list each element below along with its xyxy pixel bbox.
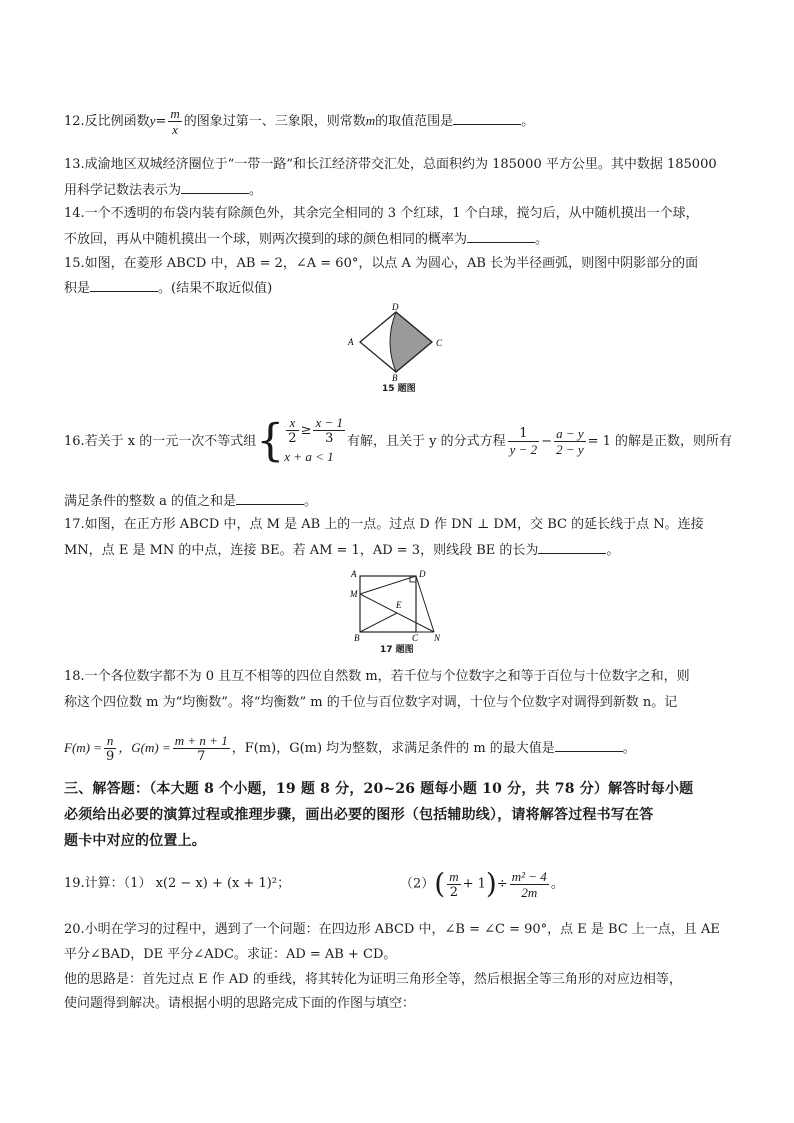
- q17-text: MN，点 E 是 MN 的中点，连接 BE。若 AM = 1，AD = 3，则线段 BE 的长为: [64, 543, 539, 558]
- q17-label-d: D: [419, 569, 426, 579]
- q18-g-frac: [173, 733, 230, 764]
- q18-end: 。: [622, 741, 636, 756]
- q12-y: y: [149, 113, 156, 128]
- q16-geq: ≥: [300, 423, 312, 438]
- q19-frac2-den: 2m: [521, 884, 538, 900]
- question-18-line3: [64, 730, 636, 767]
- q12-prefix: 12.反比例函数: [64, 114, 150, 129]
- q16-frac2: [554, 426, 586, 457]
- question-15-line1: 15.如图，在菱形 ABCD 中，AB = 2，∠A = 60°，以点 A 为圆心，AB 长为半径画弧，则图中阴影部分的面: [64, 256, 699, 271]
- q16-frac-left: [286, 415, 298, 446]
- question-20-line3: 他的思路是：首先过点 E 作 AD 的垂线，将其转化为证明三角形全等，然后根据全等三角形的对应边相等，: [64, 972, 682, 987]
- q12-mid: 的图象过第一、三象限，则常数: [183, 114, 366, 129]
- q16-ineq2: x + a < 1: [284, 449, 334, 464]
- q16-text: 满足条件的整数 a 的值之和是: [64, 494, 237, 509]
- q15-answer-blank[interactable]: [90, 279, 158, 292]
- question-12: [64, 106, 534, 137]
- q16-frac1-num: 1: [508, 426, 540, 442]
- q17-square-figure: [346, 568, 450, 642]
- q19-frac1: [447, 869, 460, 900]
- q12-fraction: [168, 106, 181, 137]
- q18-g-label: ，G(m) =: [118, 740, 171, 755]
- question-16-line2: [64, 492, 317, 511]
- q16-frac-right-num: x − 1: [315, 415, 344, 430]
- q17-label-b: B: [354, 633, 360, 642]
- q19-part2-label: （2）: [400, 876, 435, 892]
- q12-num: m: [170, 106, 180, 121]
- q16-system: [284, 415, 347, 468]
- section-3-heading-line3: 题卡中对应的位置上。: [64, 833, 206, 849]
- question-15-line2: [64, 279, 272, 298]
- question-13-line1: 13.成渝地区双城经济圈位于“一带一路”和长江经济带交汇处，总面积约为 185000 平方公里。其中数据 185000: [64, 157, 717, 172]
- q18-f-num: n: [104, 733, 116, 749]
- q17-square: [360, 576, 416, 632]
- section-3-heading-line1: 三、解答题：（本大题 8 个小题，19 题 8 分，20~26 题每小题 10 分，共 78 分）解答时每小题: [64, 781, 694, 797]
- q17-end: 。: [606, 543, 620, 558]
- q15-caption: 15 题图: [382, 384, 416, 394]
- question-20-line2: 平分∠BAD，DE 平分∠ADC。求证：AD = AB + CD。: [64, 947, 397, 962]
- q16-mid: 有解，且关于 y 的分式方程: [347, 434, 506, 449]
- q19-div: ÷: [496, 876, 508, 892]
- q17-label-e: E: [396, 600, 402, 610]
- q16-brace: {: [256, 415, 285, 467]
- q16-frac2-num: a − y: [556, 426, 584, 441]
- q14-answer-blank[interactable]: [467, 230, 535, 243]
- q19-frac1-den: 2: [449, 884, 459, 900]
- q16-minus: −: [541, 434, 553, 449]
- q17-answer-blank[interactable]: [538, 541, 606, 554]
- question-14-line1: 14.一个不透明的布袋内装有除颜色外，其余完全相同的 3 个红球，1 个白球，搅匀后，从中随机摸出一个球，: [64, 206, 699, 221]
- question-17-line1: 17.如图，在正方形 ABCD 中，点 M 是 AB 上的一点。过点 D 作 DN ⊥ DM，交 BC 的延长线于点 N。连接: [64, 517, 704, 532]
- q12-suffix: 的取值范围是: [375, 114, 454, 129]
- q17-line-be: [360, 613, 397, 632]
- q15-text: 积是: [64, 281, 91, 296]
- q16-end: 。: [304, 494, 318, 509]
- q18-g-num: m + n + 1: [174, 733, 228, 748]
- q15-label-b: B: [392, 373, 398, 382]
- q12-m: m: [365, 113, 376, 128]
- q16-frac-right: [313, 415, 345, 446]
- q16-frac-left-den: 2: [288, 431, 297, 446]
- q18-tail: ，F(m)，G(m) 均为整数，求满足条件的 m 的最大值是: [231, 741, 555, 756]
- question-20-line1: 20.小明在学习的过程中，遇到了一个问题：在四边形 ABCD 中，∠B = ∠C = 90°，点 E 是 BC 上一点，且 AE: [64, 922, 720, 937]
- q18-f-frac: [104, 733, 116, 764]
- q16-rhs: = 1 的解是正数，则所有: [587, 434, 733, 449]
- section-3-heading-line2: 必须给出必要的演算过程或推理步骤，画出必要的图形（包括辅助线），请将解答过程书写在答: [64, 807, 654, 823]
- q16-prefix: 16.若关于 x 的一元一次不等式组: [64, 434, 257, 449]
- question-18-line1: 18.一个各位数字都不为 0 且互不相等的四位自然数 m，若千位与个位数字之和等于百位与十位数字之和，则: [64, 669, 690, 684]
- q17-label-a: A: [351, 569, 357, 579]
- q19-frac2: [510, 869, 549, 900]
- q17-caption: 17 题图: [380, 645, 414, 655]
- question-19-part2: [400, 866, 564, 903]
- q18-f-den: 9: [106, 749, 115, 764]
- q15-label-c: C: [436, 338, 443, 348]
- question-17-line2: [64, 541, 619, 560]
- q16-frac-left-num: x: [286, 415, 298, 431]
- q17-label-c: C: [412, 633, 419, 642]
- question-13-line2: [64, 181, 262, 200]
- question-19-part1: 19.计算：（1） x(2 − x) + (x + 1)²；: [64, 876, 291, 891]
- q14-text: 不放回，再从中随机摸出一个球，则两次摸到的球的颜色相同的概率为: [64, 232, 468, 247]
- q17-line-dm: [360, 576, 416, 594]
- q19-plus: + 1: [462, 876, 486, 892]
- q16-frac2-den: 2 − y: [556, 442, 584, 457]
- q18-g-den: 7: [197, 749, 206, 764]
- q15-label-a: A: [348, 337, 354, 347]
- q15-end: 。(结果不取近似值): [158, 281, 273, 296]
- question-16-line1: [64, 412, 732, 472]
- question-18-line2: 称这个四位数 m 为“均衡数”。将“均衡数” m 的千位与百位数字对调，十位与个位数字对调得到新数 n。记: [64, 695, 678, 710]
- q16-frac1: [508, 426, 540, 457]
- q14-end: 。: [535, 232, 549, 247]
- q19-rparen: ): [485, 867, 497, 900]
- q12-den: x: [172, 122, 178, 137]
- q18-f-label: F(m) =: [64, 740, 103, 755]
- q16-answer-blank[interactable]: [236, 492, 304, 505]
- question-20-line4: 使问题得到解决。请根据小明的思路完成下面的作图与填空：: [64, 996, 416, 1011]
- q16-frac-right-den: 3: [325, 431, 334, 446]
- q19-frac1-num: m: [449, 868, 459, 884]
- q19-end: 。: [550, 876, 564, 892]
- q15-rhombus-figure: [340, 302, 450, 382]
- q17-label-n: N: [434, 633, 441, 642]
- q12-eq: =: [155, 114, 167, 129]
- q13-answer-blank[interactable]: [181, 181, 249, 194]
- q19-frac2-num: m² − 4: [511, 868, 547, 884]
- q18-answer-blank[interactable]: [555, 739, 623, 752]
- q13-text: 用科学记数法表示为: [64, 183, 182, 198]
- q17-label-m: M: [350, 589, 358, 599]
- q19-lparen: (: [434, 867, 446, 900]
- question-14-line2: [64, 230, 548, 249]
- q12-end: 。: [521, 114, 535, 129]
- q15-shaded-region: [390, 312, 432, 372]
- q12-answer-blank[interactable]: [453, 112, 521, 125]
- q15-label-d: D: [392, 302, 399, 312]
- q16-frac1-den: y − 2: [509, 442, 538, 457]
- q13-end: 。: [249, 183, 263, 198]
